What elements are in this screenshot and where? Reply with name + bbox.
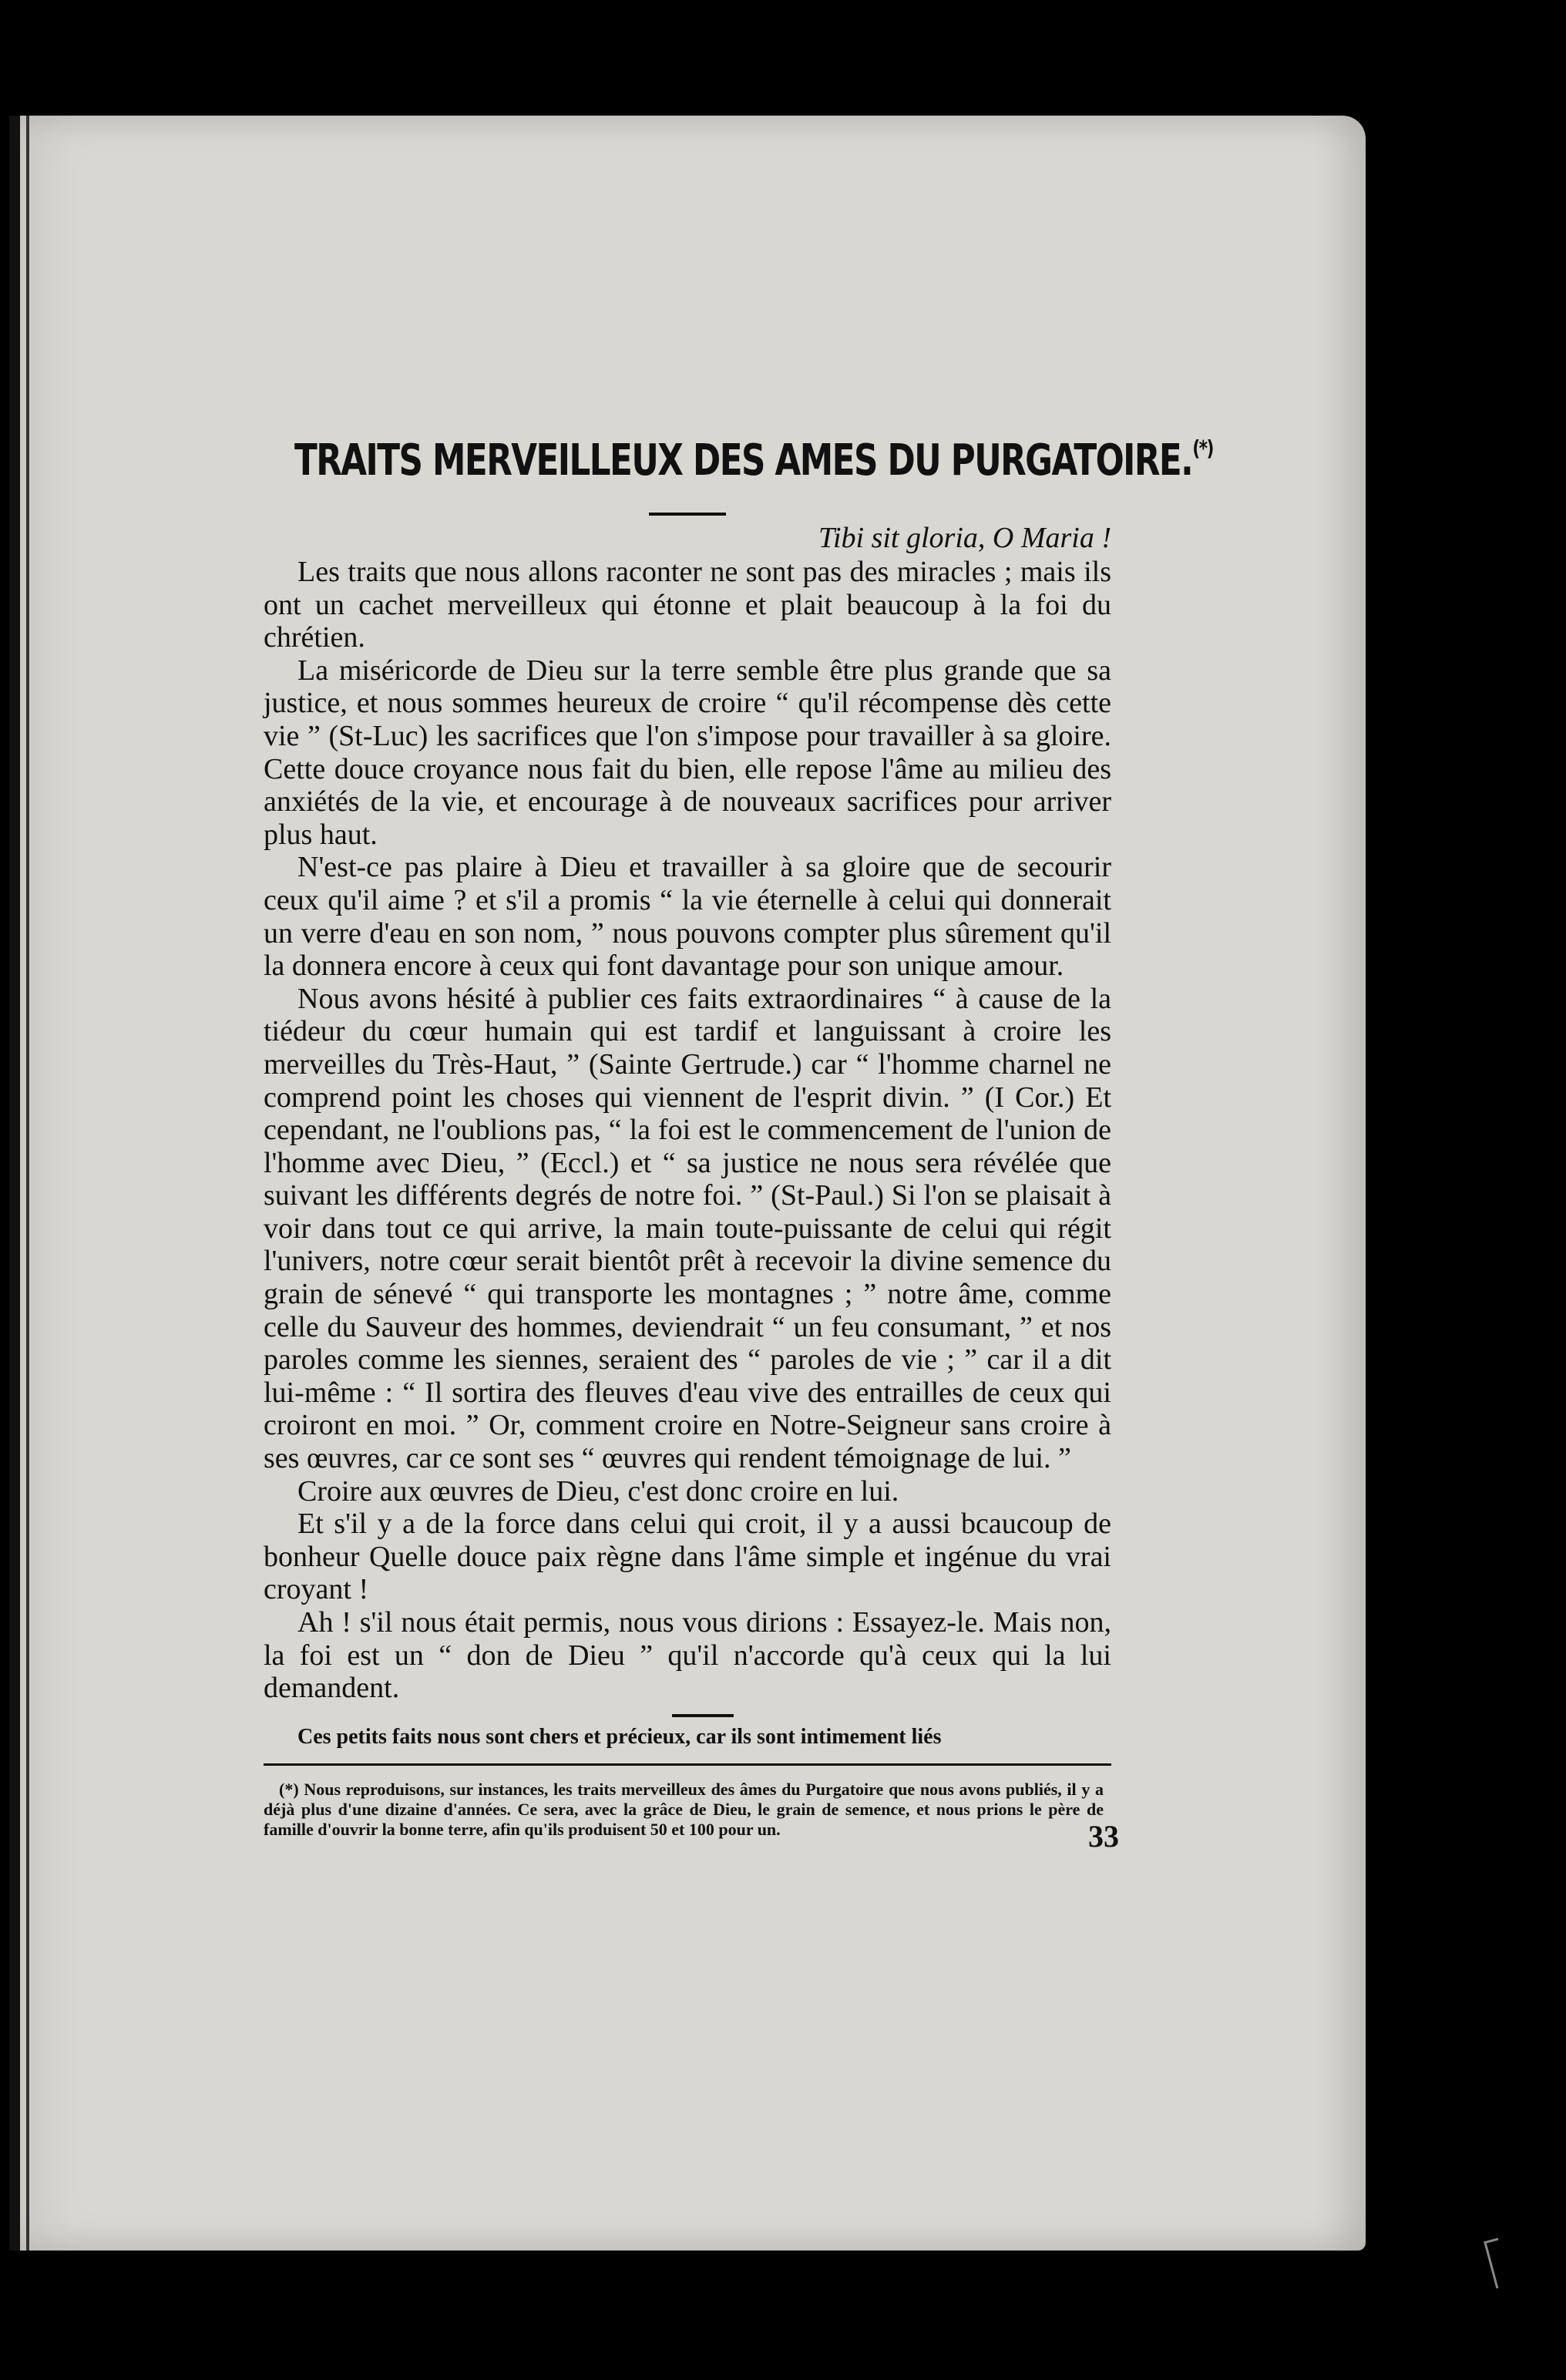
paragraph: Et s'il y a de la force dans celui qui croit, il y a aussi bcaucoup de bonheur Quelle douce paix règne dans l'âme simple et ingénue du vrai croyant ! bbox=[264, 1508, 1111, 1606]
paragraph: N'est-ce pas plaire à Dieu et travailler à sa gloire que de secourir ceux qu'il aime ? et s'il a promis “ la vie éternelle à celui qui donnerait un verre d'eau en son nom, ” nous pouvons compter plus sûrement qu'il la donnera encore à ceux qui font davantage pour son unique amour. bbox=[264, 851, 1111, 983]
paragraph: Croire aux œuvres de Dieu, c'est donc croire en lui. bbox=[297, 1474, 899, 1508]
paragraph: Les traits que nous allons raconter ne sont pas des miracles ; mais ils ont un cachet merveilleux qui étonne et plait beaucoup à la foi du chrétien. bbox=[264, 556, 1111, 654]
page-binding-line bbox=[26, 116, 29, 2251]
continuation-text: Ces petits faits nous sont chers et précieux, car ils sont intimement liés bbox=[297, 1724, 942, 1749]
paragraph: Ah ! s'il nous était permis, nous vous dirions : Essayez-le. Mais non, la foi est un “ don de Dieu ” qu'il n'accorde qu'à ceux qui la lui demandent. bbox=[264, 1606, 1111, 1705]
scan-mark bbox=[1484, 2238, 1511, 2289]
book-page bbox=[9, 116, 1366, 2251]
title-rule bbox=[649, 513, 726, 516]
article-title bbox=[294, 435, 1213, 489]
page-content bbox=[264, 304, 1213, 1854]
paragraph: La miséricorde de Dieu sur la terre semble être plus grande que sa justice, et nous sommes heureux de croire “ qu'il récompense dès cette vie ” (St-Luc) les sacrifices que l'on s'impose pour travailler à sa gloire. Cette douce croyance nous fait du bien, elle repose l'âme au milieu des anxiétés de la vie, et encourage à de nouveaux sacrifices pour arriver plus haut. bbox=[264, 654, 1111, 851]
dedication: Tibi sit gloria, O Maria ! bbox=[818, 522, 1111, 554]
footnote: (*) Nous reproduisons, sur instances, les traits merveilleux des âmes du Purgatoire que nous avons publiés, il y a déjà plus d'une dizaine d'années. Ce sera, avec la grâce de Dieu, le grain de semence, et nous prions le père de famille d'ouvrir la bonne terre, afin qu'ils produisent 50 et 100 pour un. bbox=[264, 1779, 1104, 1839]
article-title-text: TRAITS MERVEILLEUX DES AMES DU PURGATOIRE. bbox=[294, 435, 1193, 486]
title-footnote-mark: (*) bbox=[1192, 435, 1213, 461]
paragraph: Nous avons hésité à publier ces faits extraordinaires “ à cause de la tiédeur du cœur humain qui est tardif et languissant à croire les merveilles du Très-Haut, ” (Sainte Gertrude.) car “ l'homme charnel ne comprend point les choses qui viennent de l'esprit divin. ” (I Cor.) Et cependant, ne l'oublions pas, “ la foi est le commencement de l'union de l'homme avec Dieu, ” (Eccl.) et “ sa justice ne nous sera révélée que suivant les différents degrés de notre foi. ” (St-Paul.) Si l'on se plaisait à voir dans tout ce qui arrive, la main toute-puissante de celui qui régit l'univers, notre cœur serait bientôt prêt à recevoir la divine semence du grain de sénevé “ qui transporte les montagnes ; ” notre âme, comme celle du Sauveur des hommes, deviendrait “ un feu consumant, ” et nos paroles comme les siennes, seraient des “ paroles de vie ; ” car il a dit lui-même : “ Il sortira des fleuves d'eau vive des entrailles de ceux qui croiront en moi. ” Or, comment croire en Notre-Seigneur sans croire à ses œuvres, car ce sont ses “ œuvres qui rendent témoignage de lui. ” bbox=[264, 982, 1111, 1475]
page-binding-edge bbox=[9, 116, 20, 2251]
footnote-rule bbox=[264, 1763, 1111, 1766]
article-body bbox=[264, 556, 1111, 1705]
page-number: 33 bbox=[1088, 1818, 1119, 1854]
section-rule bbox=[672, 1714, 734, 1717]
